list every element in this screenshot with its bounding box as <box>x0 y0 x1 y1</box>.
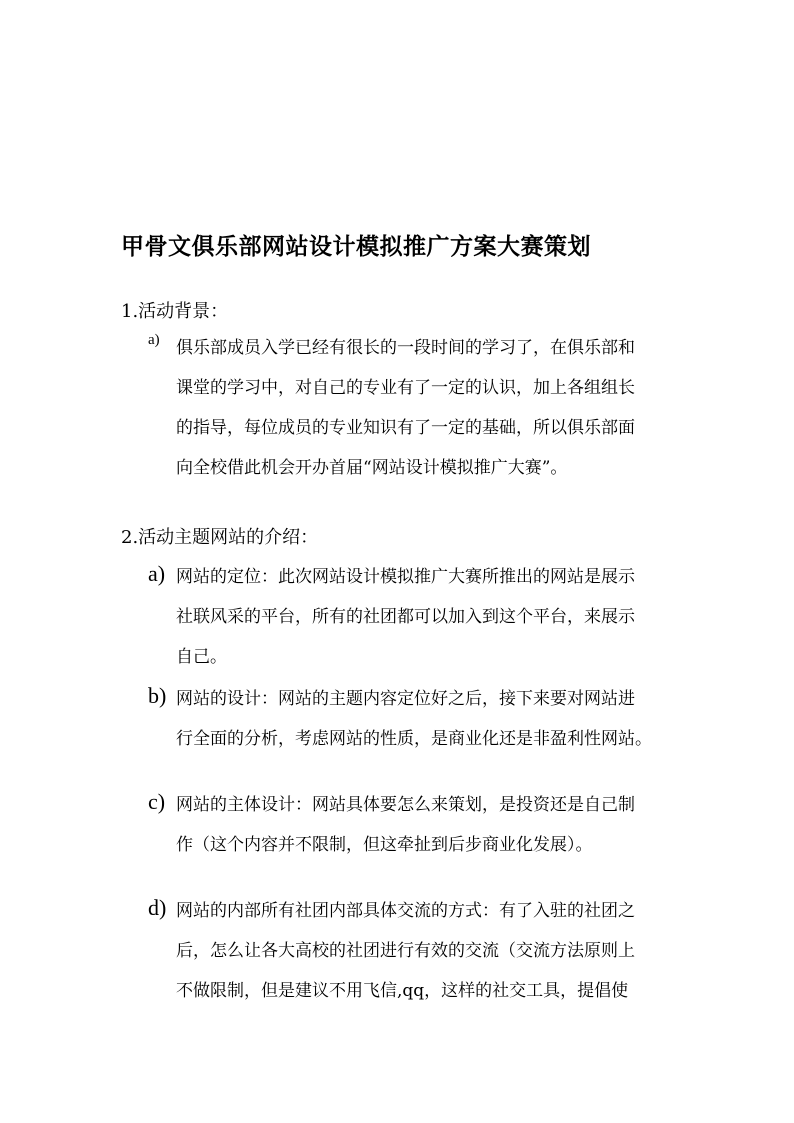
paragraph-line: 课堂的学习中，对自己的专业有了一定的认识，加上各组组长 <box>176 378 635 398</box>
paragraph-line: 网站的内部所有社团内部具体交流的方式：有了入驻的社团之 <box>176 901 635 921</box>
paragraph-line: 自己。 <box>176 647 227 667</box>
paragraph-line: 网站的主体设计：网站具体要怎么来策划，是投资还是自己制 <box>176 795 635 815</box>
list-marker: a) <box>148 561 166 586</box>
paragraph <box>176 679 674 759</box>
section-heading-website-intro: 2.活动主题网站的介绍： <box>121 527 319 548</box>
paragraph <box>176 557 674 677</box>
paragraph <box>176 328 674 488</box>
paragraph-line: 作（这个内容并不限制，但这牵扯到后步商业化发展）。 <box>176 835 593 855</box>
paragraph <box>176 785 674 865</box>
paragraph-line: 向全校借此机会开办首届“网站设计模拟推广大赛”。 <box>176 458 568 478</box>
list-marker: a) <box>148 332 160 348</box>
paragraph <box>176 891 674 1011</box>
list-marker: d) <box>148 895 167 920</box>
paragraph-line: 不做限制，但是建议不用飞信,qq，这样的社交工具，提倡使 <box>176 981 629 1001</box>
document-title: 甲骨文俱乐部网站设计模拟推广方案大赛策划 <box>121 233 591 260</box>
paragraph-line: 的指导，每位成员的专业知识有了一定的基础，所以俱乐部面 <box>176 418 635 438</box>
paragraph-line: 网站的设计：网站的主题内容定位好之后，接下来要对网站进 <box>176 689 635 709</box>
paragraph-line: 网站的定位：此次网站设计模拟推广大赛所推出的网站是展示 <box>176 567 635 587</box>
paragraph-line: 社联风采的平台，所有的社团都可以加入到这个平台，来展示 <box>176 607 635 627</box>
paragraph-line: 俱乐部成员入学已经有很长的一段时间的学习了，在俱乐部和 <box>176 338 635 358</box>
section-heading-background: 1.活动背景： <box>121 301 229 322</box>
paragraph-line: 后，怎么让各大高校的社团进行有效的交流（交流方法原则上 <box>176 941 635 961</box>
list-marker: b) <box>148 683 167 708</box>
paragraph-line: 行全面的分析，考虑网站的性质，是商业化还是非盈利性网站。 <box>176 729 652 749</box>
list-marker: c) <box>148 789 166 814</box>
